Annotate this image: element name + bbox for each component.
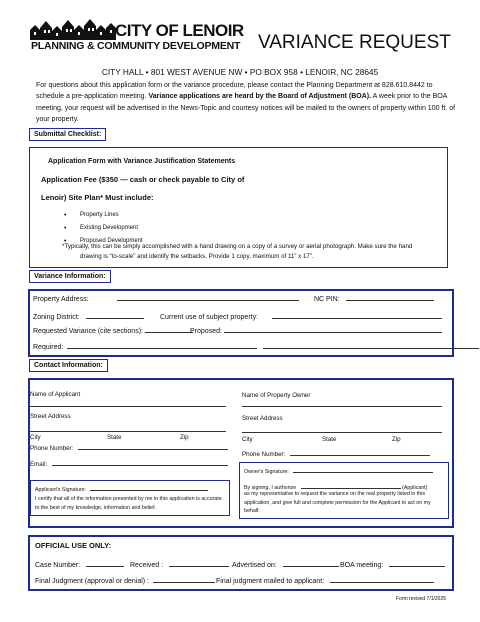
property-address-line[interactable] — [117, 294, 299, 301]
final-judgment-line[interactable] — [153, 576, 215, 583]
nc-pin-field[interactable] — [314, 294, 434, 304]
owner-state-label: State — [322, 436, 337, 443]
final-mailed-label: Final judgment mailed to applicant: — [216, 578, 325, 585]
nc-pin-line[interactable] — [346, 294, 434, 301]
applicant-zip-label: Zip — [180, 434, 189, 441]
intro-text-1: For questions about this application form or the variance procedure, please contact the Planning Department at 828.610.8442 to schedule a pre-application meeting. — [36, 82, 433, 101]
applicant-street-label: Street Address — [30, 413, 71, 420]
final-mailed-field[interactable] — [216, 576, 434, 586]
owner-city-label: City — [242, 436, 253, 443]
intro-text-2: A week prior to the BOA meeting, your request will be advertised in the News-Topic and courtesy notices will be mailed to the owners of property within 100 ft. of your property. — [36, 93, 456, 124]
applicant-email-label: Email: — [30, 461, 48, 468]
applicant-street-line[interactable] — [30, 425, 226, 432]
contact-tab-label: Contact Information: — [29, 359, 108, 372]
owner-name-line[interactable] — [242, 400, 442, 407]
advertised-line[interactable] — [283, 560, 339, 567]
variance-tab-label: Variance Information: — [29, 270, 111, 283]
zoning-district-field[interactable] — [33, 312, 144, 322]
owner-authorize-label: By signing, I authorize — [244, 485, 297, 491]
case-number-field[interactable] — [35, 560, 124, 570]
final-mailed-line[interactable] — [330, 576, 434, 583]
applicant-state-label: State — [107, 434, 122, 441]
bullet-existing-development: • Existing Development — [62, 222, 143, 235]
zoning-district-line[interactable] — [86, 312, 144, 319]
checklist-item-application-form: Application Form with Variance Justification Statements — [48, 158, 236, 165]
form-revised-date: Form revised 7/1/2025 — [396, 596, 447, 602]
applicant-signature-line[interactable] — [90, 484, 208, 491]
applicant-phone-line[interactable] — [78, 443, 228, 450]
final-judgment-field[interactable] — [35, 576, 215, 586]
applicant-signature-label: Applicant's Signature: — [35, 487, 87, 493]
bullet-proposed-development: • Proposed Development — [62, 235, 143, 248]
applicant-city-label: City — [30, 434, 41, 441]
requested-variance-label: Requested Variance (cite sections): — [33, 328, 143, 335]
proposed-line[interactable] — [224, 326, 442, 333]
intro-paragraph — [36, 80, 456, 126]
boa-meeting-label: BOA meeting: — [340, 562, 384, 569]
current-use-label: Current use of subject property: — [160, 314, 259, 321]
case-number-line[interactable] — [86, 560, 124, 567]
owner-phone-field[interactable] — [242, 449, 430, 459]
checklist-tab-label: Submittal Checklist: — [29, 128, 106, 141]
city-skyline-logo-icon — [30, 18, 116, 40]
final-judgment-label: Final Judgment (approval or denial) : — [35, 578, 150, 585]
address-line: CITY HALL • 801 WEST AVENUE NW • PO BOX 958 • LENOIR, NC 28645 — [101, 67, 379, 77]
applicant-phone-label: Phone Number: — [30, 445, 74, 452]
current-use-field[interactable] — [160, 312, 442, 322]
advertised-field[interactable] — [232, 560, 339, 570]
requested-variance-line[interactable] — [145, 326, 193, 333]
received-label: Received : — [130, 562, 164, 569]
required-field[interactable] — [33, 342, 479, 352]
received-line[interactable] — [169, 560, 229, 567]
checklist-item-fee-line-1: Application Fee ($350 — cash or check payable to City of — [41, 175, 245, 184]
current-use-line[interactable] — [272, 312, 442, 319]
case-number-label: Case Number: — [35, 562, 81, 569]
owner-signature-field[interactable] — [244, 466, 433, 476]
applicant-name-line[interactable] — [30, 400, 226, 407]
intro-bold-text: Variance applications are heard by the Board of Adjustment (BOA). — [148, 93, 372, 101]
owner-authorization-text: as my representative to request the variance on the real property listed in this application, and give full and complete permission for the Applicant to act on my behalf. — [244, 491, 431, 514]
owner-authorize-line[interactable] — [301, 482, 401, 489]
proposed-label: Proposed: — [190, 328, 222, 335]
owner-phone-label: Phone Number: — [242, 451, 286, 458]
applicant-certification-text: I certify that all of the information presented by me in this application is accurate to the best of my knowledge, information and belief. — [35, 496, 222, 511]
owner-signature-label: Owner's Signature: — [244, 469, 289, 475]
owner-street-label: Street Address — [242, 415, 283, 422]
required-label: Required: — [33, 344, 64, 351]
site-plan-note-2: drawing is “to-scale” and identify the setbacks. Provide 1 copy, maximum of 11” x 17”. — [80, 253, 314, 260]
required-line-2[interactable] — [263, 342, 479, 349]
owner-signature-line[interactable] — [293, 466, 433, 473]
logo-city-text: CITY OF LENOIR — [115, 21, 244, 40]
nc-pin-label: NC PIN: — [314, 296, 340, 303]
site-plan-note-1: *Typically, this can be simply accomplished with a hand drawing on a copy of a survey or aerial photograph. Make sure the hand — [62, 243, 413, 250]
boa-meeting-field[interactable] — [340, 560, 445, 570]
checklist-item-fee-line-2: Lenoir) Site Plan* Must include: — [41, 193, 154, 202]
advertised-label: Advertised on: — [232, 562, 277, 569]
owner-name-label: Name of Property Owner — [242, 392, 311, 399]
applicant-email-field[interactable] — [30, 459, 228, 469]
applicant-phone-field[interactable] — [30, 443, 228, 453]
received-field[interactable] — [130, 560, 229, 570]
property-address-field[interactable] — [33, 294, 299, 304]
applicant-email-line[interactable] — [52, 459, 228, 466]
bullet-property-lines: • Property Lines — [62, 209, 143, 222]
page-title: VARIANCE REQUEST — [258, 32, 451, 53]
owner-zip-label: Zip — [392, 436, 401, 443]
owner-phone-line[interactable] — [290, 449, 430, 456]
zoning-district-label: Zoning District: — [33, 314, 80, 321]
applicant-signature-field[interactable] — [35, 484, 208, 494]
applicant-name-label: Name of Applicant — [30, 391, 81, 398]
property-address-label: Property Address: — [33, 296, 89, 303]
official-use-title: OFFICIAL USE ONLY: — [35, 541, 112, 550]
owner-authorize-applicant-label: (Applicant) — [402, 485, 428, 491]
requested-variance-field[interactable] — [33, 326, 193, 336]
required-line-1[interactable] — [67, 342, 257, 349]
logo-department-text: PLANNING & COMMUNITY DEVELOPMENT — [31, 40, 241, 52]
boa-meeting-line[interactable] — [389, 560, 445, 567]
proposed-field[interactable] — [190, 326, 442, 336]
owner-street-line[interactable] — [242, 426, 442, 433]
